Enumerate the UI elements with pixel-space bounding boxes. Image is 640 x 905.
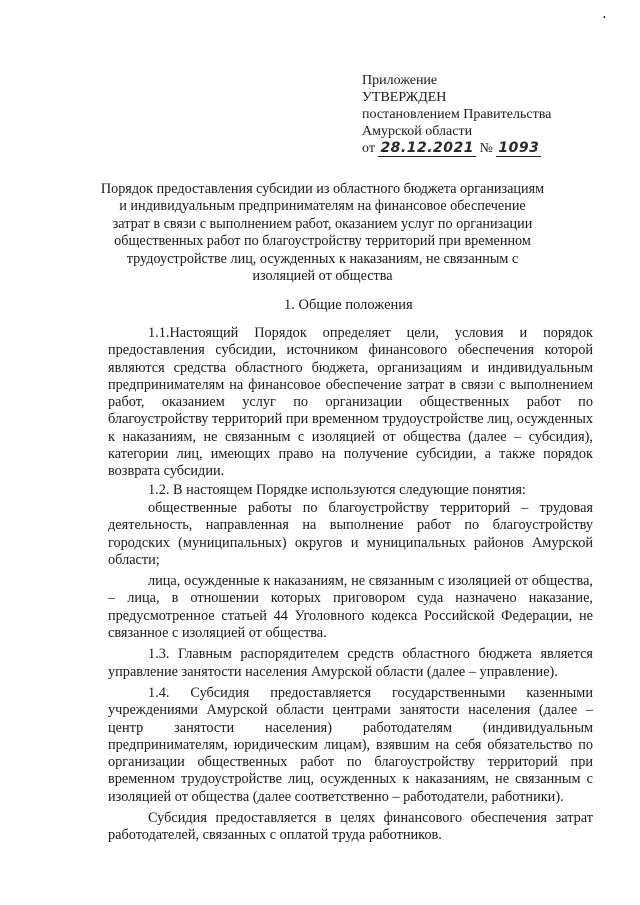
paragraph-definition-public-works: общественные работы по благоустройству территорий – трудовая деятельность, направленная на выполнение работ по благоустройству городских (муниципальных) округов и муниципальных районов Амурской области; (108, 499, 593, 568)
region-label: Амурской области (362, 124, 473, 139)
date-prefix: от (362, 141, 375, 156)
document-body (108, 325, 593, 845)
paragraph-subsidy-purpose: Субсидия предоставляется в целях финансового обеспечения затрат работодателей, связанных с оплатой труда работников. (108, 810, 593, 844)
appendix-label: Приложение (362, 73, 438, 88)
paragraph-1-3: 1.3. Главным распорядителем средств областного бюджета является управление занятости населения Амурской области (далее – управление). (108, 646, 593, 680)
handwritten-date: 28.12.2021 (380, 140, 475, 156)
paragraph-1-1: 1.1.Настоящий Порядок определяет цели, условия и порядок предоставления субсидии, источником финансового обеспечения которой являются средства областного бюджета, организациям и индивидуальным предпринимателям на финансовое обеспечение затрат в связи с выполнением работ, оказанием услуг по организации общественных работ по благоустройству территорий при временном трудоустройстве лиц, осужденных к наказаниям, не связанным с изоляцией от общества (далее – субсидия), категории лиц, имеющих право на получение субсидии, а также порядок возврата субсидии. (108, 325, 593, 480)
number-prefix: № (479, 141, 493, 156)
section-heading: 1. Общие положения (284, 297, 413, 313)
approval-block (362, 72, 612, 157)
corner-mark: • (603, 13, 606, 22)
document-title: Порядок предоставления субсидии из областного бюджета организациям и индивидуальным предпринимателям на финансовое обеспечение затрат в связи с выполнением работ, оказанием услуг по организации общественных работ по благоустройству территорий при временном трудоустройстве лиц, осужденных к наказаниям, не связанным с изоляцией от общества (100, 181, 545, 285)
paragraph-1-4: 1.4. Субсидия предоставляется государственными казенными учреждениями Амурской области центрами занятости населения (далее – центр занятости населения) работодателям (индивидуальным предпринимателям, юридическим лицам), взявшим на себя обязательство по организации общественных работ по благоустройству территорий при временном трудоустройстве лиц, осужденных к наказаниям, не связанным с изоляцией от общества (далее соответственно – работодатели, работники). (108, 684, 593, 805)
paragraph-definition-convicted: лица, осужденные к наказаниям, не связанным с изоляцией от общества, – лица, в отношении которых приговором суда назначено наказание, предусмотренное статьей 44 Уголовного кодекса Российской Федерации, не связанное с изоляцией от общества. (108, 573, 593, 642)
approved-label: УТВЕРЖДЕН (362, 90, 447, 105)
paragraph-1-2: 1.2. В настоящем Порядке используются следующие понятия: (148, 481, 526, 498)
handwritten-number: 1093 (498, 140, 540, 156)
resolution-label: постановлением Правительства (362, 107, 552, 122)
date-number-line (362, 140, 612, 157)
